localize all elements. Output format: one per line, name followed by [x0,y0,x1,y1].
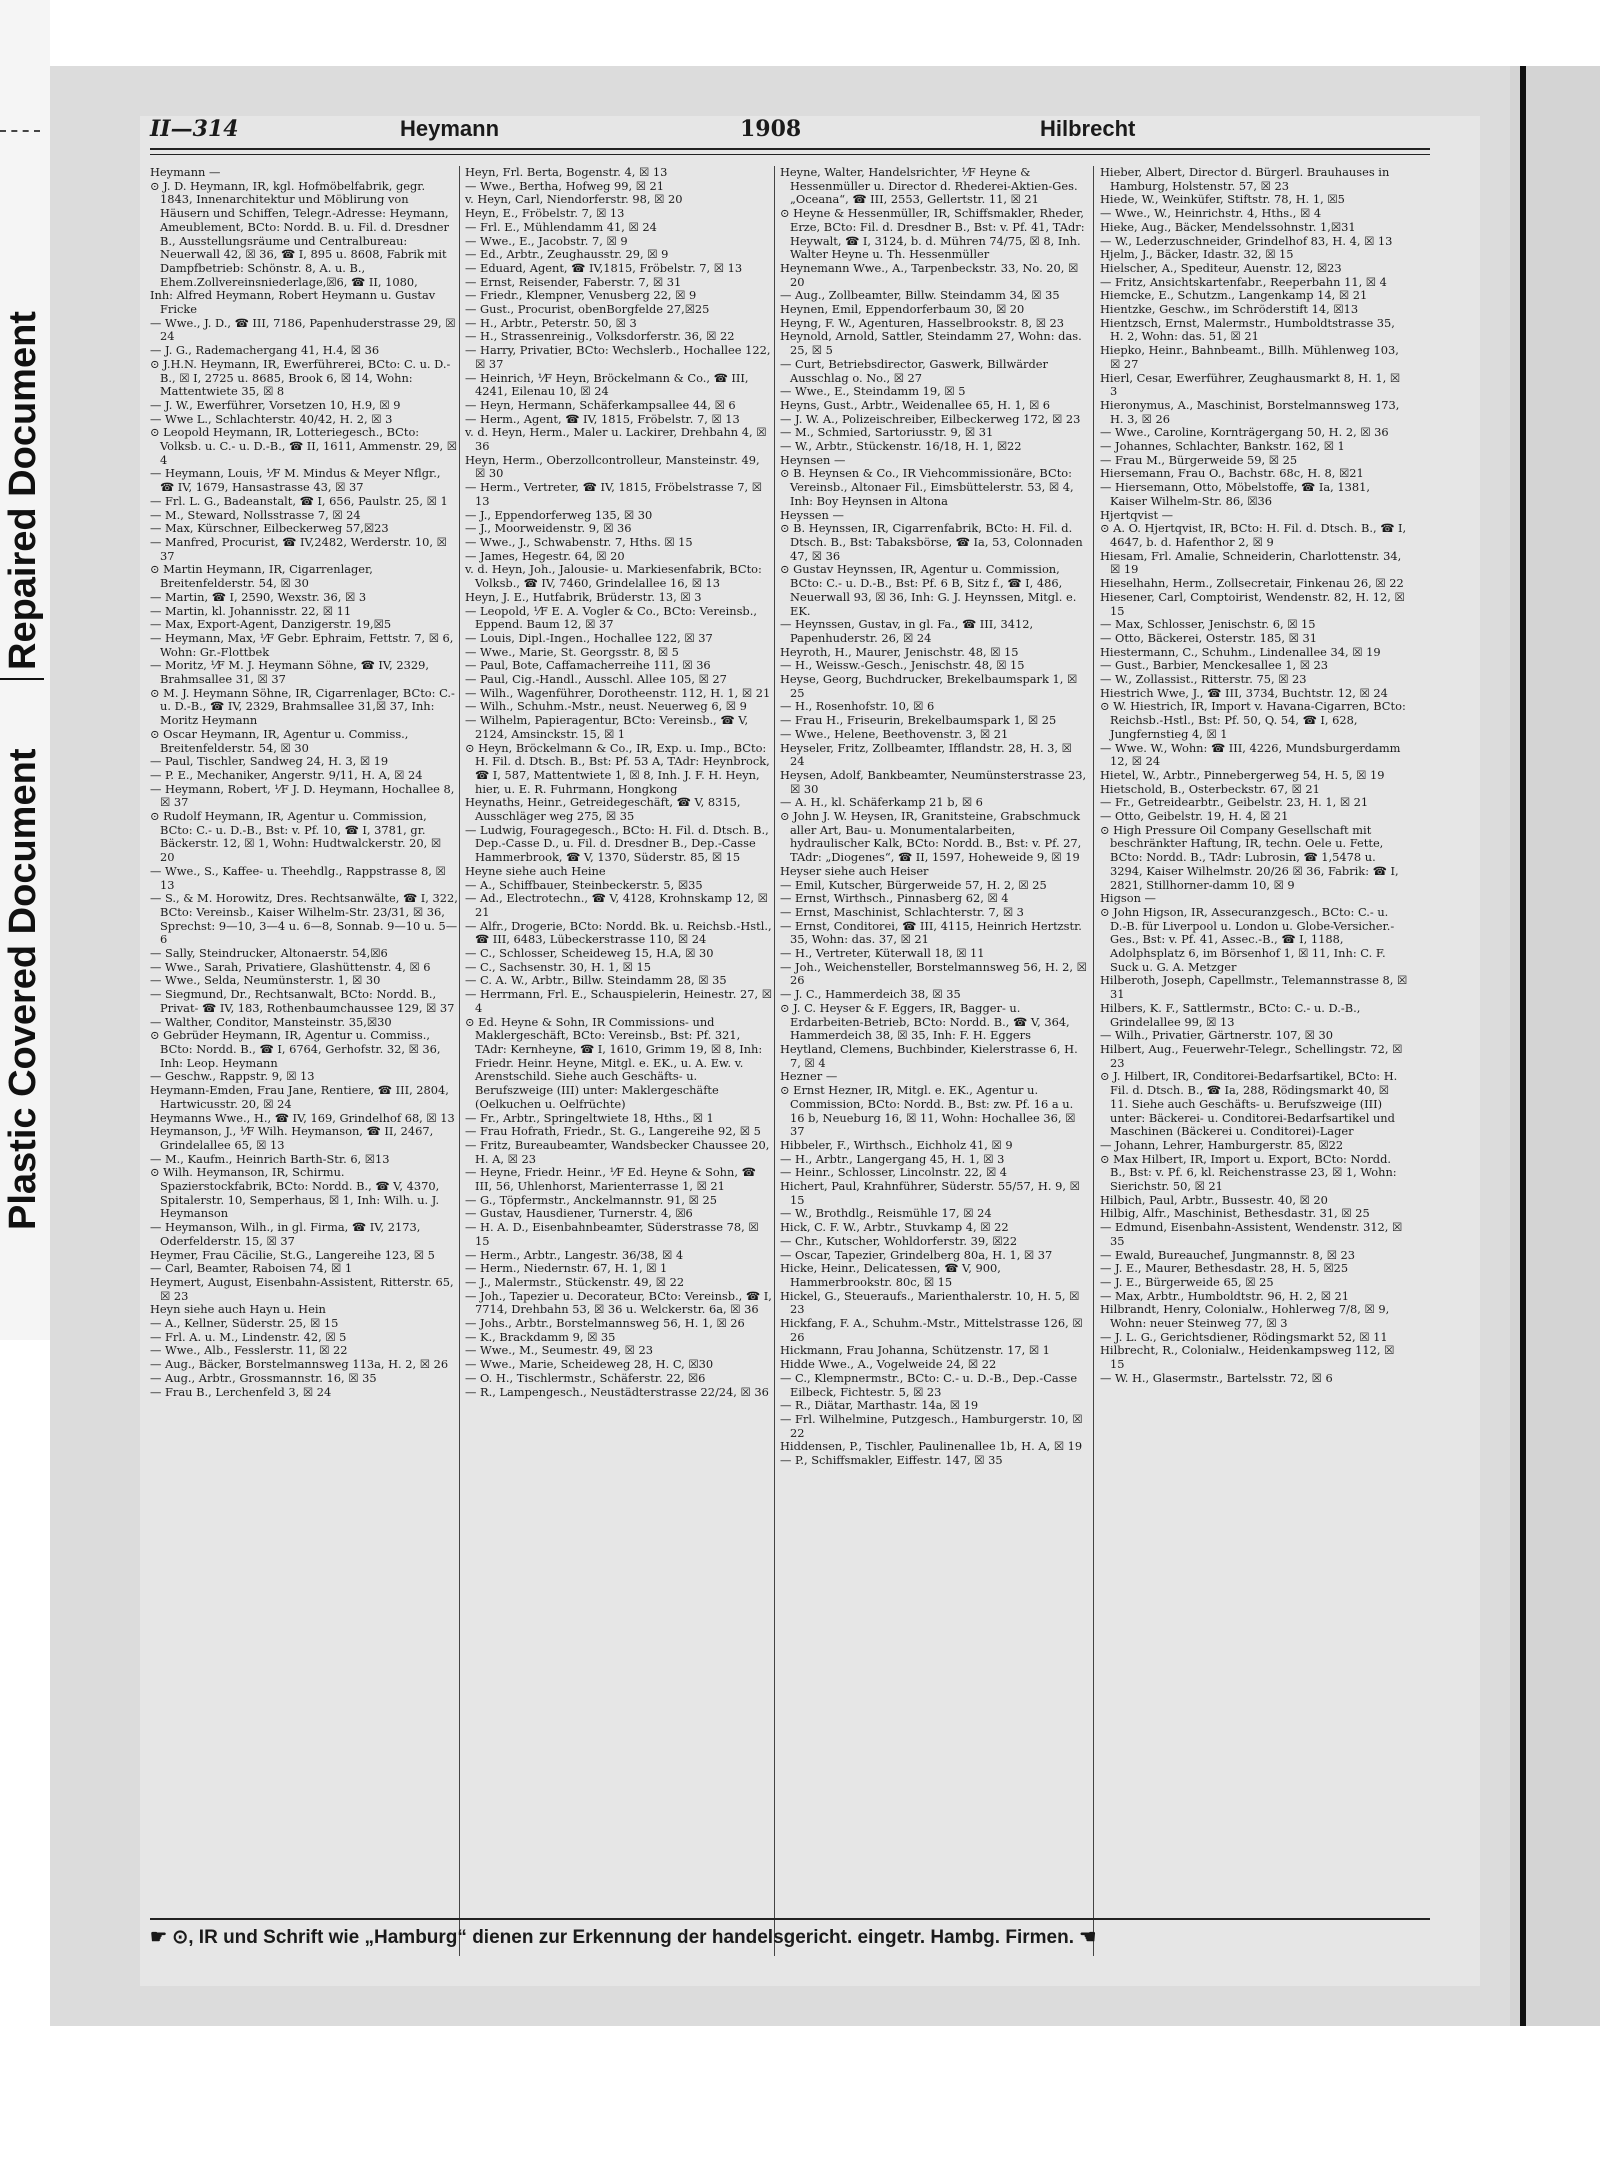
directory-entry: Hielscher, A., Spediteur, Auenstr. 12, ☒23 [1100,260,1342,275]
directory-entry: — O. H., Tischlermstr., Schäferstr. 22, ☒6 [465,1370,706,1385]
directory-entry: — P. E., Mechaniker, Angerstr. 9/11, H. A, ☒ 24 [150,767,423,782]
directory-entry: Heymanns Wwe., H., ☎ IV, 169, Grindelhof 68, ☒ 13 [150,1110,455,1125]
directory-entry: — Friedr., Klempner, Venusberg 22, ☒ 9 [465,288,697,303]
directory-entry: — Frl. E., Mühlendamm 41, ☒ 24 [465,219,657,234]
directory-entry: — Wwe., Helene, Beethovenstr. 3, ☒ 21 [780,726,1009,741]
directory-entry: ⊙ Oscar Heymann, IR, Agentur u. Commiss., Breitenfelderstr. 54, ☒ 30 [150,726,409,755]
directory-entry: — Otto, Bäckerei, Osterstr. 185, ☒ 31 [1100,630,1317,645]
directory-entry: — Frl. Wilhelmine, Putzgesch., Hamburgerstr. 10, ☒ 22 [780,1411,1083,1440]
directory-entry: Hickmann, Frau Johanna, Schützenstr. 17, ☒ 1 [780,1343,1050,1358]
directory-entry: — Johann, Lehrer, Hamburgerstr. 85, ☒22 [1100,1137,1344,1152]
directory-entry: Heyn, Herm., Oberzollcontrolleur, Mansteinstr. 49, ☒ 30 [465,452,760,481]
directory-entry: Hiede, W., Weinküfer, Stiftstr. 78, H. 1, ☒5 [1100,192,1345,207]
directory-entry: Heymanson, J., ⅟F Wilh. Heymanson, ☎ II, 2467, Grindelallee 65, ☒ 13 [150,1124,434,1152]
directory-entry: Hilbers, K. F., Sattlermstr., BCto: C.- u. D.-B., Grindelallee 99, ☒ 13 [1100,1000,1361,1029]
binding-label-top: Repaired Document [2,311,44,670]
directory-entry: — Johs., Arbtr., Borstelmannsweg 56, H. 1, ☒ 26 [465,1316,745,1331]
directory-entry: — Max, Schlosser, Jenischstr. 6, ☒ 15 [1100,617,1316,632]
directory-entry: — Manfred, Procurist, ☎ IV,2482, Werderstr. 10, ☒ 37 [150,534,447,563]
directory-entry: ⊙ Heyn, Bröckelmann & Co., IR, Exp. u. Imp., BCto: H. Fil. d. Dtsch. B., Bst: Pf. 53 A, TAdr: Heynbrock, ☎ I, 587, Mattentwiete 1, ☒ 8, Inh. J. F. H. Heyn, hier, u. E. R. Fuhrmann, Hongkong [465,740,770,796]
directory-entry: — Wilh., Wagenführer, Dorotheenstr. 112, H. 1, ☒ 21 [465,685,771,700]
directory-entry: Heyser siehe auch Heiser [780,863,929,878]
directory-entry: Heymer, Frau Cäcilie, St.G., Langereihe 123, ☒ 5 [150,1247,435,1262]
directory-entry: Hiddensen, P., Tischler, Paulinenallee 1b, H. A, ☒ 19 [780,1439,1083,1454]
header-last-name: Hilbrecht [1040,116,1136,141]
directory-entry: Hietschold, B., Osterbeckstr. 67, ☒ 21 [1100,781,1320,796]
directory-entry: Heyseler, Fritz, Zollbeamter, Ifflandstr. 28, H. 3, ☒ 24 [780,740,1072,769]
directory-entry: — Otto, Geibelstr. 19, H. 4, ☒ 21 [1100,809,1289,824]
directory-entry: — Herm., Agent, ☎ IV, 1815, Fröbelstr. 7, ☒ 13 [465,411,740,426]
directory-entry: — J., Eppendorferweg 135, ☒ 30 [465,507,653,522]
directory-entry: — Heymann, Max, ⅟F Gebr. Ephraim, Fettstr. 7, ☒ 6, Wohn: Gr.-Flottbek [150,630,454,659]
directory-entry: — J. E., Maurer, Bethesdastr. 28, H. 5, ☒25 [1100,1261,1349,1276]
directory-entry: — Wwe., E., Jacobstr. 7, ☒ 9 [465,233,628,248]
directory-entry: Hieselhahn, Herm., Zollsecretair, Finkenau 26, ☒ 22 [1100,576,1404,591]
directory-entry: Heyns, Gust., Arbtr., Weidenallee 65, H. 1, ☒ 6 [780,397,1051,412]
directory-entry: — Wwe., Marie, Scheideweg 28, H. C, ☒30 [465,1357,714,1372]
directory-entry: — Fritz, Bureaubeamter, Wandsbecker Chaussee 20, H. A, ☒ 23 [465,1137,770,1166]
directory-entry: — Heymanson, Wilh., in gl. Firma, ☎ IV, 2173, Oderfelderstr. 15, ☒ 37 [150,1220,421,1248]
directory-entry: — Gustav, Hausdiener, Turnerstr. 4, ☒6 [465,1206,693,1221]
directory-entry: — S., & M. Horowitz, Dres. Rechtsanwälte, ☎ I, 322, BCto: Vereinsb., Kaiser Wilhelm-Str. 23/31, ☒ 36, Sprechst: 9—10, 3—4 u. 6—8, Sonnab. 9—10 u. 5—6 [150,891,458,947]
directory-entry: — Edmund, Eisenbahn-Assistent, Wendenstr. 312, ☒ 35 [1100,1220,1403,1248]
binding-dash [0,130,40,132]
directory-entry: — Herrmann, Frl. E., Schauspielerin, Heinestr. 27, ☒ 4 [465,987,772,1015]
directory-entry: — J. W. A., Polizeischreiber, Eilbeckerweg 172, ☒ 23 [780,411,1081,426]
directory-entry: — Alfr., Drogerie, BCto: Nordd. Bk. u. Reichsb.-Hstl., ☎ III, 6483, Lübeckerstrasse 110, ☒ 24 [465,918,772,947]
directory-entry: — Aug., Arbtr., Grossmannstr. 16, ☒ 35 [150,1370,377,1385]
directory-entry: — Wwe., Caroline, Kornträgergang 50, H. 2, ☒ 36 [1100,425,1389,440]
directory-entry: — Fr., Arbtr., Springeltwiete 18, Hths., ☒ 1 [465,1110,714,1125]
directory-entry: ⊙ Heyne & Hessenmüller, IR, Schiffsmakler, Rheder, Erze, BCto: Fil. d. Dresdner B., Bst: v. Pf. 41, TAdr: Heywalt, ☎ I, 3124, b. d. Mühren 74/75, ☒ 8, Inh. Walter Heyne u. Th. Hessenmüller [780,206,1085,262]
directory-entry: Hilbrandt, Henry, Colonialw., Hohlerweg 7/8, ☒ 9, Wohn: neuer Steinweg 77, ☒ 3 [1100,1302,1390,1331]
directory-entry: Hiemcke, E., Schutzm., Langenkamp 14, ☒ 21 [1100,288,1368,303]
directory-entry: — C., Schlosser, Scheideweg 15, H.A, ☒ 30 [465,946,714,961]
column-divider [1093,166,1094,1956]
directory-entry: Hilberoth, Joseph, Capellmstr., Telemannstrasse 8, ☒ 31 [1100,973,1408,1002]
directory-entry: ⊙ Leopold Heymann, IR, Lotteriegesch., BCto: Volksb. u. C.- u. D.-B., ☎ II, 1611, Ammenstr. 29, ☒ 4 [150,425,457,467]
directory-entry: ⊙ B. Heynsen & Co., IR Viehcommissionäre, BCto: Vereinsb., Altonaer Fil., Eimsbüttelerstr. 53, ☒ 4, Inh: Boy Heynsen in Altona [780,466,1074,508]
directory-entry: Heyse, Georg, Buchdrucker, Brekelbaumspark 1, ☒ 25 [780,672,1078,700]
directory-column-2 [465,166,773,1966]
directory-entry: Hierl, Cesar, Ewerführer, Zeughausmarkt 8, H. 1, ☒ 3 [1100,370,1401,399]
directory-entry: — K., Brackdamm 9, ☒ 35 [465,1329,616,1344]
directory-entry: — Ernst, Wirthsch., Pinnasberg 62, ☒ 4 [780,891,1009,906]
directory-entry: — Wwe., W., Heinrichstr. 4, Hths., ☒ 4 [1100,206,1322,221]
directory-entry: — H., Weissw.-Gesch., Jenischstr. 48, ☒ 15 [780,658,1025,673]
directory-entry: — Hiersemann, Otto, Möbelstoffe, ☎ Ia, 1381, Kaiser Wilhelm-Str. 86, ☒36 [1100,480,1370,508]
directory-entry: — Herm., Niedernstr. 67, H. 1, ☒ 1 [465,1261,668,1276]
directory-entry: ⊙ Max Hilbert, IR, Import u. Export, BCto: Nordd. B., Bst: v. Pf. 6, kl. Reichenstrasse 23, ☒ 1, Wohn: Sierichstr. 50, ☒ 21 [1100,1151,1397,1194]
directory-entry: — Heinrich, ⅟F Heyn, Bröckelmann & Co., ☎ III, 4241, Eilenau 10, ☒ 24 [465,370,749,399]
directory-entry: — Joh., Weichensteller, Borstelmannsweg 56, H. 2, ☒ 26 [780,959,1087,988]
directory-entry: — Wwe., Alb., Fesslerstr. 11, ☒ 22 [150,1343,348,1358]
directory-entry: ⊙ J.H.N. Heymann, IR, Ewerführerei, BCto: C. u. D.-B., ☒ I, 2725 u. 8685, Brook 6, ☒ 14, Wohn: Mattentwiete 35, ☒ 8 [150,356,451,399]
page-header [150,112,1430,152]
directory-entry: Heyne siehe auch Heine [465,863,606,878]
directory-entry: — Wwe., Bertha, Hofweg 99, ☒ 21 [465,178,665,193]
directory-column-3 [780,166,1088,1966]
directory-entry: Heynemann Wwe., A., Tarpenbeckstr. 33, No. 20, ☒ 20 [780,260,1079,289]
directory-entry: Hilbig, Alfr., Maschinist, Bethesdastr. 31, ☒ 25 [1100,1206,1370,1221]
next-page-edge [1510,66,1600,2026]
directory-entry: — Frau H., Friseurin, Brekelbaumspark 1, ☒ 25 [780,713,1057,728]
directory-entry: Inh: Alfred Heymann, Robert Heymann u. Gustav Fricke [150,288,436,317]
directory-entry: — J. G., Rademachergang 41, H.4, ☒ 36 [150,343,380,358]
directory-entry: Heytland, Clemens, Buchbinder, Kielerstrasse 6, H. 7, ☒ 4 [780,1042,1078,1070]
directory-entry: Heyn, E., Fröbelstr. 7, ☒ 13 [465,206,625,221]
directory-entry: — Frl. L. G., Badeanstalt, ☎ I, 656, Paulstr. 25, ☒ 1 [150,493,448,508]
directory-entry: — R., Diätar, Marthastr. 14a, ☒ 19 [780,1398,979,1413]
directory-entry: Hiestermann, C., Schuhm., Lindenallee 34, ☒ 19 [1100,644,1381,659]
directory-entry: — Sally, Steindrucker, Altonaerstr. 54,☒6 [150,946,388,961]
directory-entry: Heysen, Adolf, Bankbeamter, Neumünsterstrasse 23, ☒ 30 [780,767,1087,796]
directory-entry: Hjertqvist — [1100,507,1174,522]
header-first-name: Heymann [400,116,500,141]
directory-entry: Heyn siehe auch Hayn u. Hein [150,1302,326,1317]
directory-entry: Hietel, W., Arbtr., Pinnebergerweg 54, H. 5, ☒ 19 [1100,767,1385,782]
directory-entry: — Wilh., Privatier, Gärtnerstr. 107, ☒ 30 [1100,1028,1333,1043]
directory-entry: — Martin, ☎ I, 2590, Wexstr. 36, ☒ 3 [150,589,367,604]
directory-entry: — Wwe L., Schlachterstr. 40/42, H. 2, ☒ 3 [150,411,393,426]
directory-entry: Heyn, J. E., Hutfabrik, Brüderstr. 13, ☒ 3 [465,589,702,604]
directory-entry: ⊙ John J. W. Heysen, IR, Granitsteine, Grabschmuck aller Art, Bau- u. Monumentalarbeiten, hydraulischer Kalk, BCto: Nordd. B., Bst: v. Pf. 27, TAdr: „Diogenes“, ☎ II, 1597, Hoheweide 9, ☒ 19 [780,809,1082,865]
directory-entry: — M., Schmied, Sartoriusstr. 9, ☒ 31 [780,425,994,440]
directory-entry: — Frl. A. u. M., Lindenstr. 42, ☒ 5 [150,1329,347,1344]
directory-entry: — Fr., Getreidearbtr., Geibelstr. 23, H. 1, ☒ 21 [1100,795,1369,810]
directory-entry: — Wwe., Selda, Neumünsterstr. 1, ☒ 30 [150,973,381,988]
directory-entry: — W., Zollassist., Ritterstr. 75, ☒ 23 [1100,672,1307,687]
directory-entry: — A., Kellner, Süderstr. 25, ☒ 15 [150,1316,339,1331]
directory-entry: ⊙ J. Hilbert, IR, Conditorei-Bedarfsartikel, BCto: H. Fil. d. Dtsch. B., ☎ Ia, 288, Rödingsmarkt 40, ☒ 11. Siehe auch Geschäfts- u. Berufszweige (III) unter: Bäckerei- u. Conditorei-Bedarfsartikel und Maschinen (Bäckerei u. Conditorei)-Lager [1100,1069,1398,1139]
directory-entry: — W. H., Glasermstr., Bartelsstr. 72, ☒ 6 [1100,1370,1333,1385]
directory-entry: ⊙ J. D. Heymann, IR, kgl. Hofmöbelfabrik, gegr. 1843, Innenarchitektur und Möblirung von Häusern und Schiffen, Telegr.-Adresse: Heymann, Ameublement, BCto: Nordd. B. u. Fil. d. Dresdner B., Ausstellungsräume und Centralbureau: Neuerwall 42, ☒ 36, ☎ I, 895 u. 8608, Fabrik mit Dampfbetrieb: Schönstr. 8, A. u. B., Ehem.Zollvereinsniederlage,☒6, ☎ II, 1080, [150,178,449,289]
directory-entry: ⊙ Martin Heymann, IR, Cigarrenlager, Breitenfelderstr. 54, ☒ 30 [150,562,373,591]
directory-entry: — Johannes, Schlachter, Bankstr. 162, ☒ 1 [1100,439,1345,454]
binding-strip [0,0,50,1340]
directory-entry: Hiepko, Heinr., Bahnbeamt., Billh. Mühlenweg 103, ☒ 27 [1100,343,1399,371]
directory-entry: Hickel, G., Steueraufs., Marienthalerstr. 10, H. 5, ☒ 23 [780,1288,1080,1317]
directory-entry: Hjelm, J., Bäcker, Idastr. 32, ☒ 15 [1100,247,1294,262]
directory-entry: Hibbeler, F., Wirthsch., Eichholz 41, ☒ 9 [780,1137,1013,1152]
directory-entry: ⊙ Ernst Hezner, IR, Mitgl. e. EK., Agentur u. Commission, BCto: Nordd. B., Bst: zw. Pf. 16 a u. 16 b, Neueburg 16, ☒ 11, Wohn: Hochallee 36, ☒ 37 [780,1083,1076,1139]
directory-entry: Hilbert, Aug., Feuerwehr-Telegr., Schellingstr. 72, ☒ 23 [1100,1042,1403,1070]
directory-entry: Heymann — [150,166,221,179]
directory-entry: Heyng, F. W., Agenturen, Hasselbrookstr. 8, ☒ 23 [780,315,1065,330]
directory-entry: — P., Schiffsmakler, Eiffestr. 147, ☒ 35 [780,1453,1003,1468]
directory-entry: — Heymann, Robert, ⅟F J. D. Heymann, Hochallee 8, ☒ 37 [150,781,455,810]
directory-entry: — C. A. W., Arbtr., Billw. Steindamm 28, ☒ 35 [465,973,727,988]
header-rule [150,148,1430,155]
directory-entry: — W., Lederzuschneider, Grindelhof 83, H. 4, ☒ 13 [1100,233,1393,248]
directory-entry: Hilbrecht, R., Colonialw., Heidenkampsweg 112, ☒ 15 [1100,1343,1395,1372]
directory-entry: — J. W., Ewerführer, Vorsetzen 10, H.9, ☒ 9 [150,397,401,412]
directory-entry: — Wwe., M., Seumestr. 49, ☒ 23 [465,1343,653,1358]
directory-entry: — H. A. D., Eisenbahnbeamter, Süderstrasse 78, ☒ 15 [465,1220,759,1248]
directory-entry: — Heyn, Hermann, Schäferkampsallee 44, ☒ 6 [465,397,736,412]
directory-entry: — Ludwig, Fouragegesch., BCto: H. Fil. d. Dtsch. B., Dep.-Casse D., u. Fil. d. Dresdner B., Dep.-Casse Hammerbrook, ☎ V, 1370, Süderstr. 85, ☒ 15 [465,822,769,865]
directory-entry: — W., Arbtr., Stückenstr. 16/18, H. 1, ☒22 [780,439,1022,454]
directory-entry: — C., Sachsenstr. 30, H. 1, ☒ 15 [465,959,651,974]
directory-entry: — Wwe., J., Schwabenstr. 7, Hths. ☒ 15 [465,534,693,549]
directory-entry: — R., Lampengesch., Neustädterstrasse 22/24, ☒ 36 [465,1384,769,1399]
directory-entry: — H., Rosenhofstr. 10, ☒ 6 [780,699,935,714]
directory-entry: — Fritz, Ansichtskartenfabr., Reeperbahn 11, ☒ 4 [1100,274,1387,289]
directory-entry: — H., Arbtr., Peterstr. 50, ☒ 3 [465,315,637,330]
directory-entry: — J. E., Bürgerweide 65, ☒ 25 [1100,1274,1274,1289]
directory-entry: — Paul, Cig.-Handl., Ausschl. Allee 105, ☒ 27 [465,672,727,687]
directory-entry: — Moritz, ⅟F M. J. Heymann Söhne, ☎ IV, 2329, Brahmsallee 31, ☒ 37 [150,658,429,687]
directory-entry: — H., Arbtr., Langergang 45, H. 1, ☒ 3 [780,1151,1005,1166]
column-divider [459,166,460,1956]
directory-entry: Hicke, Heinr., Delicatessen, ☎ V, 900, Hammerbrookstr. 80c, ☒ 15 [780,1261,1001,1289]
binding-label-bottom: Plastic Covered Document [2,748,44,1230]
directory-entry: — Paul, Bote, Caffamacherreihe 111, ☒ 36 [465,658,711,673]
directory-entry: Heynen, Emil, Eppendorferbaum 30, ☒ 20 [780,302,1025,317]
directory-entry: Hieber, Albert, Director d. Bürgerl. Brauhauses in Hamburg, Holstenstr. 57, ☒ 23 [1100,166,1390,193]
directory-entry: v. Heyn, Carl, Niendorferstr. 98, ☒ 20 [465,192,683,207]
directory-entry: — Carl, Beamter, Raboisen 74, ☒ 1 [150,1261,353,1276]
directory-entry: ⊙ High Pressure Oil Company Gesellschaft mit beschränkter Haftung, IR, techn. Oele u. Fette, BCto: Nordd. B., TAdr: Lubrosin, ☎ 1,5478 u. 3294, Kaiser Wilhelmstr. 20/26 ☒ 36, Fabrik: ☎ I, 2821, Stillhorner-damm 10, ☒ 9 [1100,822,1399,892]
directory-entry: ⊙ Gustav Heynssen, IR, Agentur u. Commission, BCto: C.- u. D.-B., Bst: Pf. 6 B, Sitz f., ☎ I, 486, Neuerwall 93, ☒ 36, Inh: G. J. Heynssen, Mitgl. e. EK. [780,562,1077,618]
directory-entry: Hichert, Paul, Krahnführer, Süderstr. 55/57, H. 9, ☒ 15 [780,1179,1080,1207]
directory-entry: — Max, Arbtr., Humboldtstr. 96, H. 2, ☒ 21 [1100,1288,1350,1303]
footer-rule [150,1918,1430,1920]
directory-entry: — H., Vertreter, Küterwall 18, ☒ 11 [780,946,985,961]
directory-entry: — Wwe., Sarah, Privatiere, Glashüttenstr. 4, ☒ 6 [150,959,431,974]
directory-entry: — Wwe., Marie, St. Georgsstr. 8, ☒ 5 [465,644,679,659]
directory-entry: — Gust., Procurist, obenBorgfelde 27,☒25 [465,302,710,317]
directory-entry: — Aug., Zollbeamter, Billw. Steindamm 34, ☒ 35 [780,288,1060,303]
directory-entry: — Ad., Electrotechn., ☎ V, 4128, Krohnskamp 12, ☒ 21 [465,891,768,919]
directory-entry: — Ernst, Conditorei, ☎ III, 4115, Heinrich Hertzstr. 35, Wohn: das. 37, ☒ 21 [780,918,1082,947]
directory-entry: Hiersemann, Frau O., Bachstr. 68c, H. 8, ☒21 [1100,466,1364,481]
directory-entry: — Harry, Privatier, BCto: Wechslerb., Hochallee 122, ☒ 37 [465,343,771,371]
directory-entry: Hiesam, Frl. Amalie, Schneiderin, Charlottenstr. 34, ☒ 19 [1100,548,1402,577]
directory-entry: — Curt, Betriebsdirector, Gaswerk, Billwärder Ausschlag o. No., ☒ 27 [780,356,1048,385]
directory-entry: ⊙ Gebrüder Heymann, IR, Agentur u. Commiss., BCto: Nordd. B., ☎ I, 6764, Gerhofstr. 32, ☒ 36, Inh: Leop. Heymann [150,1028,441,1070]
directory-entry: — J., Malermstr., Stückenstr. 49, ☒ 22 [465,1274,685,1289]
directory-column-1 [150,166,458,1966]
directory-entry: — A. H., kl. Schäferkamp 21 b, ☒ 6 [780,795,983,810]
directory-entry: — Leopold, ⅟F E. A. Vogler & Co., BCto: Vereinsb., Eppend. Baum 12, ☒ 37 [465,603,757,632]
directory-entry: Higson — [1100,891,1156,906]
directory-entry: Heyssen — [780,507,844,522]
directory-entry: — Heyne, Friedr. Heinr., ⅟F Ed. Heyne & Sohn, ☎ III, 56, Uhlenhorst, Marienterrasse 1, ☒ 21 [465,1165,756,1194]
directory-entry: — Gust., Barbier, Menckesallee 1, ☒ 23 [1100,658,1329,673]
directory-entry: ⊙ Rudolf Heymann, IR, Agentur u. Commission, BCto: C.- u. D.-B., Bst: v. Pf. 10, ☎ I, 3781, gr. Bäckerstr. 12, ☒ 1, Wohn: Hudtwalckerstr. 20, ☒ 20 [150,809,442,865]
directory-entry: — Heinr., Schlosser, Lincolnstr. 22, ☒ 4 [780,1165,1008,1180]
directory-entry: — Joh., Tapezier u. Decorateur, BCto: Vereinsb., ☎ I, 7714, Drehbahn 53, ☒ 36 u. Welckerstr. 6a, ☒ 36 [465,1288,772,1317]
directory-entry: Heymert, August, Eisenbahn-Assistent, Ritterstr. 65, ☒ 23 [150,1274,454,1303]
directory-entry: Hiestrich Wwe, J., ☎ III, 3734, Buchtstr. 12, ☒ 24 [1100,685,1388,700]
directory-entry: Hientzke, Geschw., im Schröderstift 14, ☒13 [1100,302,1359,317]
directory-entry: — Heymann, Louis, ⅟F M. Mindus & Meyer Nflgr., ☎ IV, 1679, Hansastrasse 43, ☒ 37 [150,466,441,495]
directory-entry: — G., Töpfermstr., Anckelmannstr. 91, ☒ 25 [465,1192,717,1207]
directory-entry: v. d. Heyn, Joh., Jalousie- u. Markiesenfabrik, BCto: Volksb., ☎ IV, 7460, Grindelallee 16, ☒ 13 [465,562,762,591]
binding-separator [0,678,44,680]
directory-entry: — Walther, Conditor, Mansteinstr. 35,☒30 [150,1014,392,1029]
directory-entry: ⊙ J. C. Heyser & F. Eggers, IR, Bagger- u. Erdarbeiten-Betrieb, BCto: Nordd. B., ☎ V, 364, Hammerdeich 38, ☒ 35, Inh: F. H. Eggers [780,1000,1070,1043]
directory-entry: — James, Hegestr. 64, ☒ 20 [465,548,625,563]
directory-entry: — Oscar, Tapezier, Grindelberg 80a, H. 1, ☒ 37 [780,1247,1053,1262]
directory-entry: — C., Klempnermstr., BCto: C.- u. D.-B., Dep.-Casse Eilbeck, Fichtestr. 5, ☒ 23 [780,1370,1078,1399]
directory-entry: — Eduard, Agent, ☎ IV,1815, Fröbelstr. 7, ☒ 13 [465,260,743,275]
directory-entry: — A., Schiffbauer, Steinbeckerstr. 5, ☒35 [465,877,703,892]
directory-entry: ⊙ Ed. Heyne & Sohn, IR Commissions- und Maklergeschäft, BCto: Vereinsb., Bst: Pf. 321, TAdr: Kernheyne, ☎ I, 1610, Grimm 19, ☒ 8, Inh: Friedr. Heinr. Heyne, Mitgl. e. EK., u. A. Ew. v. Arenstschild. Siehe auch Geschäfts- u. Berufszweige (III) unter: Maklergeschäfte (Oelkuchen u. Oelfrüchte) [465,1014,763,1111]
directory-entry: ⊙ W. Hiestrich, IR, Import v. Havana-Cigarren, BCto: Reichsb.-Hstl., Bst: Pf. 50, Q. 54, ☎ I, 628, Jungfernstieg 4, ☒ 1 [1100,699,1406,741]
directory-entry: Hieke, Aug., Bäcker, Mendelssohnstr. 1,☒31 [1100,219,1356,234]
directory-entry: v. d. Heyn, Herm., Maler u. Lackirer, Drehbahn 4, ☒ 36 [465,425,767,454]
directory-entry: — Paul, Tischler, Sandweg 24, H. 3, ☒ 19 [150,754,389,769]
header-year: 1908 [740,116,802,142]
directory-entry: — J. C., Hammerdeich 38, ☒ 35 [780,987,961,1002]
directory-entry: Hezner — [780,1069,838,1084]
directory-entry: — Wwe., E., Steindamm 19, ☒ 5 [780,384,966,399]
directory-entry: — Max, Kürschner, Eilbeckerweg 57,☒23 [150,521,389,536]
directory-entry: Hilbich, Paul, Arbtr., Bussestr. 40, ☒ 20 [1100,1192,1328,1207]
directory-entry: — Herm., Vertreter, ☎ IV, 1815, Fröbelstrasse 7, ☒ 13 [465,480,762,508]
directory-entry: — Siegmund, Dr., Rechtsanwalt, BCto: Nordd. B., Privat- ☎ IV, 183, Rothenbaumchaussee 129, ☒ 37 [150,987,455,1015]
directory-entry: — Emil, Kutscher, Bürgerweide 57, H. 2, ☒ 25 [780,877,1047,892]
directory-entry: — Wilhelm, Papieragentur, BCto: Vereinsb., ☎ V, 2124, Amsinckstr. 15, ☒ 1 [465,713,749,741]
directory-entry: — Frau Hofrath, Friedr., St. G., Langereihe 92, ☒ 5 [465,1124,761,1139]
directory-entry: — Wwe., J. D., ☎ III, 7186, Papenhuderstrasse 29, ☒ 24 [150,315,456,344]
directory-entry: — Geschw., Rappstr. 9, ☒ 13 [150,1069,315,1084]
directory-entry: Hiesener, Carl, Comptoirist, Wendenstr. 82, H. 12, ☒ 15 [1100,589,1405,618]
directory-entry: Heynold, Arnold, Sattler, Steindamm 27, Wohn: das. 25, ☒ 5 [780,329,1082,358]
directory-entry: — Ed., Arbtr., Zeughausstr. 29, ☒ 9 [465,247,669,262]
directory-entry: — Wwe. W., Wohn: ☎ III, 4226, Mundsburgerdamm 12, ☒ 24 [1100,740,1401,769]
directory-entry: — Herm., Arbtr., Langestr. 36/38, ☒ 4 [465,1247,684,1262]
directory-column-4 [1100,166,1408,1966]
directory-entry: Heynaths, Heinr., Getreidegeschäft, ☎ V, 8315, Ausschläger weg 275, ☒ 35 [465,795,741,824]
directory-entry: ⊙ Wilh. Heymanson, IR, Schirmu. Spazierstockfabrik, BCto: Nordd. B., ☎ V, 4370, Spitalerstr. 10, Semperhaus, ☒ 1, Inh: Wilh. u. J. Heymanson [150,1165,440,1221]
directory-entry: Heyn, Frl. Berta, Bogenstr. 4, ☒ 13 [465,166,668,179]
directory-entry: ⊙ M. J. Heymann Söhne, IR, Cigarrenlager, BCto: C.- u. D.-B., ☎ IV, 2329, Brahmsallee 31,☒ 37, Inh: Moritz Heymann [150,685,455,728]
directory-entry: — Max, Export-Agent, Danzigerstr. 19,☒5 [150,617,392,632]
directory-entry: Heyne, Walter, Handelsrichter, ⅟F Heyne & Hessenmüller u. Director d. Rhederei-Aktien-Ges. „Oceana“, ☎ III, 2553, Gellertstr. 11, ☒ 21 [780,166,1078,207]
page-number: II—314 [150,116,239,142]
directory-entry: — Louis, Dipl.-Ingen., Hochallee 122, ☒ 37 [465,630,713,645]
directory-entry: — J. L. G., Gerichtsdiener, Rödingsmarkt 52, ☒ 11 [1100,1329,1388,1344]
directory-entry: — Frau B., Lerchenfeld 3, ☒ 24 [150,1384,332,1399]
directory-entry: — Wwe., S., Kaffee- u. Theehdlg., Rappstrasse 8, ☒ 13 [150,863,446,892]
directory-entry: — Heynssen, Gustav, in gl. Fa., ☎ III, 3412, Papenhuderstr. 26, ☒ 24 [780,617,1034,645]
directory-entry: Hidde Wwe., A., Vogelweide 24, ☒ 22 [780,1357,997,1372]
directory-entry: ⊙ A. O. Hjertqvist, IR, BCto: H. Fil. d. Dtsch. B., ☎ I, 4647, b. d. Hafenthor 2, ☒ 9 [1100,521,1407,549]
directory-entry: — H., Strassenreinig., Volksdorferstr. 36, ☒ 22 [465,329,735,344]
directory-entry: — M., Steward, Nollsstrasse 7, ☒ 24 [150,507,361,522]
directory-entry: — Ernst, Maschinist, Schlachterstr. 7, ☒ 3 [780,904,1024,919]
directory-entry: — Chr., Kutscher, Wohldorferstr. 39, ☒22 [780,1233,1018,1248]
page-edge-strip [1520,66,1526,2026]
directory-entry: — Frau M., Bürgerweide 59, ☒ 25 [1100,452,1298,467]
directory-entry: — Ewald, Bureauchef, Jungmannstr. 8, ☒ 23 [1100,1247,1356,1262]
directory-entry: — W., Brothdlg., Reismühle 17, ☒ 24 [780,1206,992,1221]
directory-entry: Hientzsch, Ernst, Malermstr., Humboldtstrasse 35, H. 2, Wohn: das. 51, ☒ 21 [1100,315,1395,344]
directory-entry: — Aug., Bäcker, Borstelmannsweg 113a, H. 2, ☒ 26 [150,1357,449,1372]
directory-entry: Heymann-Emden, Frau Jane, Rentiere, ☎ III, 2804, Hartwicusstr. 20, ☒ 24 [150,1083,449,1111]
directory-entry: Hickfang, F. A., Schuhm.-Mstr., Mittelstrasse 126, ☒ 26 [780,1316,1083,1344]
directory-entry: Hick, C. F. W., Arbtr., Stuvkamp 4, ☒ 22 [780,1220,1009,1235]
column-divider [774,166,775,1956]
directory-entry: ⊙ B. Heynssen, IR, Cigarrenfabrik, BCto: H. Fil. d. Dtsch. B., Bst: Tabaksbörse, ☎ Ia, 53, Colonnaden 47, ☒ 36 [780,521,1083,563]
directory-entry: — Ernst, Reisender, Faberstr. 7, ☒ 31 [465,274,682,289]
directory-entry: — Wilh., Schuhm.-Mstr., neust. Neuerweg 6, ☒ 9 [465,699,747,714]
footer-note: ☛ ⊙, IR und Schrift wie „Hamburg“ dienen zur Erkennung der handelsgericht. eingetr. Hambg. Firmen. ☚ [150,1927,1097,1948]
directory-entry: Heynsen — [780,452,846,467]
directory-entry: Heyroth, H., Maurer, Jenischstr. 48, ☒ 15 [780,644,1019,659]
directory-entry: — Martin, kl. Johannisstr. 22, ☒ 11 [150,603,352,618]
directory-entry: ⊙ John Higson, IR, Assecuranzgesch., BCto: C.- u. D.-B. für Liverpool u. London u. Globe-Versicher.-Ges., Bst: v. Pf. 41, Assec.-B., ☎ I, 1188, Adolphsplatz 6, im Börsenhof 1, ☒ 11, Inh: C. F. Suck u. G. A. Metzger [1100,904,1395,974]
directory-entry: Hieronymus, A., Maschinist, Borstelmannsweg 173, H. 3, ☒ 26 [1100,397,1400,426]
directory-entry: — M., Kaufm., Heinrich Barth-Str. 6, ☒13 [150,1151,390,1166]
directory-entry: — J., Moorweidenstr. 9, ☒ 36 [465,521,632,536]
